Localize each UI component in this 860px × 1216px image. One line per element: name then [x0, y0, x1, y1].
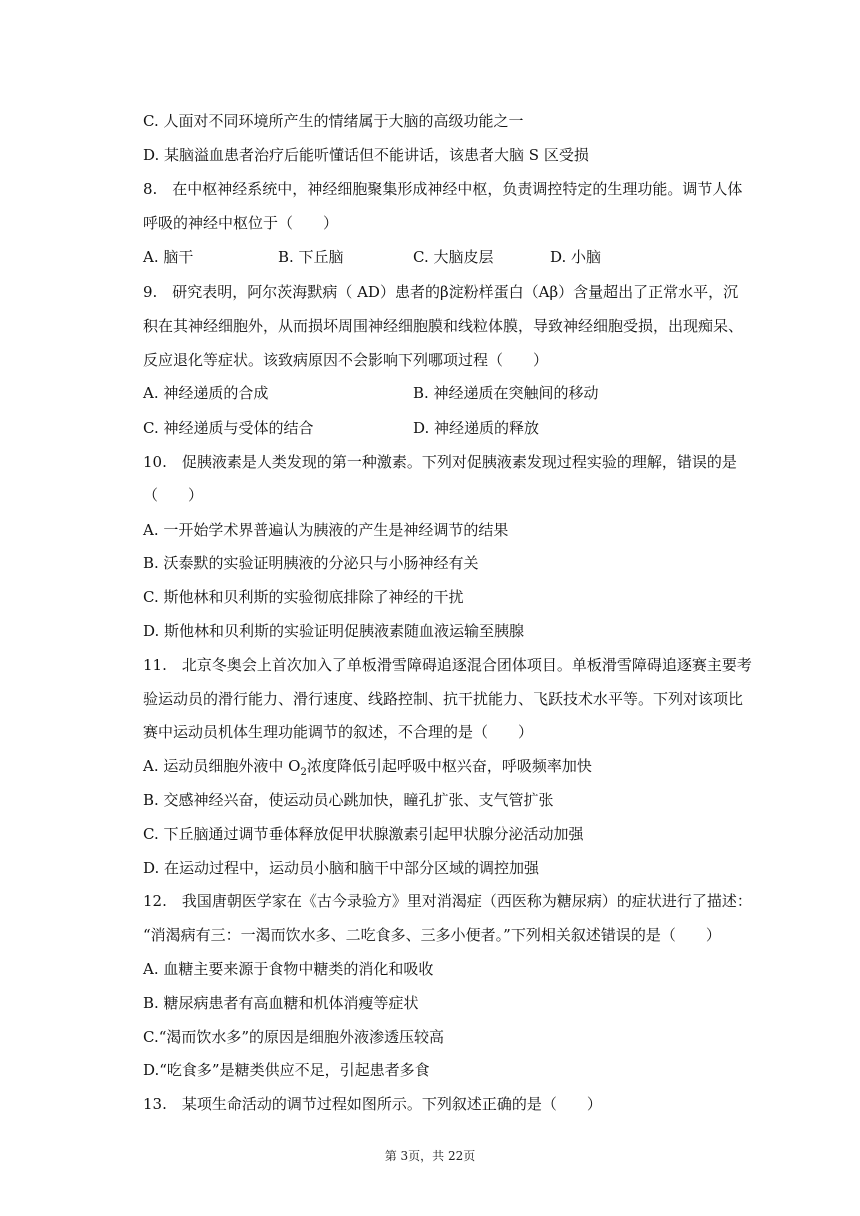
q8-stem-line2: 呼吸的神经中枢位于（ ） — [143, 214, 339, 232]
q12-option-c: C.“渴而饮水多”的原因是细胞外液渗透压较高 — [143, 1028, 445, 1046]
q11-option-a — [143, 756, 592, 776]
page-footer: 第 3页，共 22页 — [384, 1149, 476, 1163]
q9-stem-line2: 积在其神经细胞外，从而损坏周围神经细胞膜和线粒体膜，导致神经细胞受损，出现痴呆、 — [143, 317, 744, 335]
q8-option-c: C. 大脑皮层 — [413, 248, 494, 266]
q13-stem-line1: 13. 某项生命活动的调节过程如图所示。下列叙述正确的是（ ） — [143, 1095, 602, 1113]
q11-option-b: B. 交感神经兴奋，使运动员心跳加快，瞳孔扩张、支气管扩张 — [143, 791, 554, 809]
q11-option-a-text-pre: A. 运动员细胞外液中 O — [143, 757, 301, 775]
q11-option-a-subscript: 2 — [300, 767, 307, 778]
q10-option-b: B. 沃泰默的实验证明胰液的分泌只与小肠神经有关 — [143, 554, 479, 572]
q11-option-d: D. 在运动过程中，运动员小脑和脑干中部分区域的调控加强 — [143, 859, 540, 877]
q11-stem-line1: 11. 北京冬奥会上首次加入了单板滑雪障碍追逐混合团体项目。单板滑雪障碍追逐赛主要考 — [143, 656, 752, 674]
q8-option-a: A. 脑干 — [143, 248, 194, 266]
q11-option-c: C. 下丘脑通过调节垂体释放促甲状腺激素引起甲状腺分泌活动加强 — [143, 825, 584, 843]
q9-option-c: C. 神经递质与受体的结合 — [143, 419, 314, 437]
q8-option-d: D. 小脑 — [550, 248, 602, 266]
q12-stem-line2: “消渴病有三：一渴而饮水多、二吃食多、三多小便者。”下列相关叙述错误的是（ ） — [143, 926, 721, 944]
q9-stem-line1: 9. 研究表明，阿尔茨海默病（ AD）患者的β淀粉样蛋白（Aβ）含量超出了正常水平，沉 — [143, 283, 739, 301]
q10-option-c: C. 斯他林和贝利斯的实验彻底排除了神经的干扰 — [143, 588, 464, 606]
q12-stem-line1: 12. 我国唐朝医学家在《古今录验方》里对消渴症（西医称为糖尿病）的症状进行了描述： — [143, 892, 752, 910]
q10-stem-line1: 10. 促胰液素是人类发现的第一种激素。下列对促胰液素发现过程实验的理解，错误的是 — [143, 453, 737, 471]
q10-stem-line2: （ ） — [143, 486, 204, 504]
q8-option-b: B. 下丘脑 — [278, 248, 344, 266]
q7-option-d: D. 某脑溢血患者治疗后能听懂话但不能讲话，该患者大脑 S 区受损 — [143, 146, 589, 164]
q9-option-b: B. 神经递质在突触间的移动 — [413, 384, 599, 402]
q10-option-a: A. 一开始学术界普遍认为胰液的产生是神经调节的结果 — [143, 521, 509, 539]
q11-stem-line2: 验运动员的滑行能力、滑行速度、线路控制、抗干扰能力、飞跃技术水平等。下列对该项比 — [143, 690, 744, 708]
q9-stem-line3: 反应退化等症状。该致病原因不会影响下列哪项过程（ ） — [143, 351, 549, 369]
q10-option-d: D. 斯他林和贝利斯的实验证明促胰液素随血液运输至胰腺 — [143, 622, 525, 640]
q12-option-d: D.“吃食多”是糖类供应不足，引起患者多食 — [143, 1061, 430, 1079]
q12-option-a: A. 血糖主要来源于食物中糖类的消化和吸收 — [143, 960, 434, 978]
q7-option-c: C. 人面对不同环境所产生的情绪属于大脑的高级功能之一 — [143, 112, 524, 130]
q9-option-d: D. 神经递质的释放 — [413, 419, 540, 437]
q11-stem-line3: 赛中运动员机体生理功能调节的叙述，不合理的是（ ） — [143, 723, 534, 741]
q12-option-b: B. 糖尿病患者有高血糖和机体消瘦等症状 — [143, 994, 419, 1012]
q8-stem-line1: 8. 在中枢神经系统中，神经细胞聚集形成神经中枢，负责调控特定的生理功能。调节人体 — [143, 180, 743, 198]
q9-option-a: A. 神经递质的合成 — [143, 384, 269, 402]
q11-option-a-text-post: 浓度降低引起呼吸中枢兴奋，呼吸频率加快 — [306, 757, 592, 775]
